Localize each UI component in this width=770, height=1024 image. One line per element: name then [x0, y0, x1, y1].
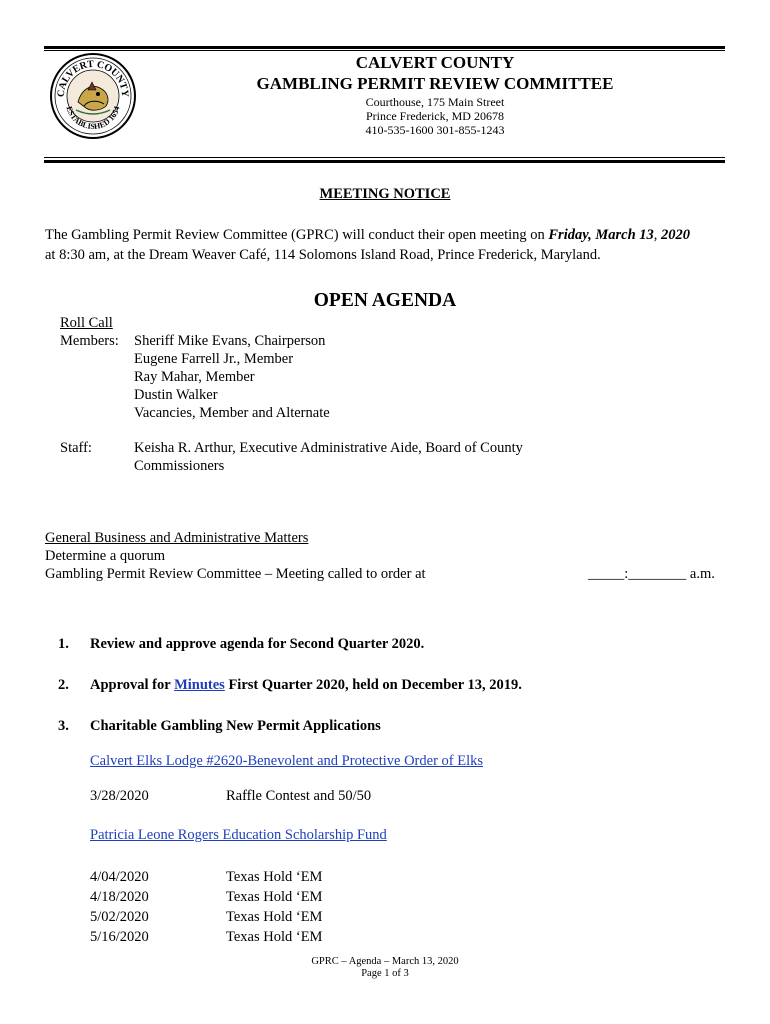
item-2-text: [90, 677, 522, 694]
member-3: Ray Mahar, Member: [134, 369, 255, 385]
notice-text-pre: The Gambling Permit Review Committee (GPRC) will conduct their open meeting on: [45, 227, 549, 243]
item-1-number: 1.: [58, 636, 69, 652]
staff-line-1: Keisha R. Arthur, Executive Administrative Aide, Board of County: [134, 440, 523, 456]
header-phone-numbers: 410-535-1600 301-855-1243: [365, 123, 505, 137]
header-bottom-rule-thin: [44, 157, 725, 158]
general-business-heading: General Business and Administrative Matters: [45, 530, 309, 546]
header-top-rule: [44, 46, 725, 49]
notice-year: 2020: [661, 227, 691, 243]
org-link-scholarship-fund[interactable]: Patricia Leone Rogers Education Scholarship Fund: [90, 827, 387, 843]
meeting-notice-line1: [45, 225, 690, 246]
event-type: Raffle Contest and 50/50: [226, 788, 372, 804]
org-link-elks-lodge[interactable]: Calvert Elks Lodge #2620-Benevolent and Protective Order of Elks: [90, 753, 484, 769]
staff-line-2: Commissioners: [134, 458, 225, 474]
event-date: 3/28/2020: [90, 788, 149, 804]
svg-text:ESTABLISHED 1654: ESTABLISHED 1654: [64, 105, 122, 132]
item-2-number: 2.: [58, 677, 69, 693]
member-5: Vacancies, Member and Alternate: [134, 405, 330, 421]
member-1: Sheriff Mike Evans, Chairperson: [134, 333, 326, 349]
roll-call-heading: Roll Call: [60, 315, 113, 331]
header-bottom-rule: [44, 160, 725, 163]
item-3-text: Charitable Gambling New Permit Applications: [90, 718, 381, 734]
header-county: CALVERT COUNTY: [355, 53, 515, 72]
svg-text:CALVERT COUNTY: CALVERT COUNTY: [55, 58, 131, 98]
item-1-text: Review and approve agenda for Second Quarter 2020.: [90, 636, 425, 652]
event-type: Texas Hold ‘EM: [226, 929, 323, 945]
header-address-line1: Courthouse, 175 Main Street: [365, 95, 505, 109]
determine-quorum: Determine a quorum: [45, 548, 165, 564]
notice-date: Friday, March 13: [548, 227, 654, 243]
call-to-order-time-blank: _____:________ a.m.: [588, 566, 715, 582]
event-type: Texas Hold ‘EM: [226, 889, 323, 905]
open-agenda-title: OPEN AGENDA: [313, 290, 457, 311]
header-address-line2: Prince Frederick, MD 20678: [366, 109, 504, 123]
member-2: Eugene Farrell Jr., Member: [134, 351, 294, 367]
event-date: 4/18/2020: [90, 889, 149, 905]
item-3-number: 3.: [58, 718, 69, 734]
event-date: 5/02/2020: [90, 909, 149, 925]
members-label: Members:: [60, 333, 119, 349]
minutes-link[interactable]: Minutes: [174, 677, 225, 693]
header-top-rule-thin: [44, 50, 725, 51]
notice-comma: ,: [653, 227, 662, 243]
event-date: 5/16/2020: [90, 929, 149, 945]
footer-agenda-line: GPRC – Agenda – March 13, 2020: [311, 956, 459, 967]
event-date: 4/04/2020: [90, 869, 149, 885]
staff-label: Staff:: [60, 440, 92, 456]
county-seal-logo: [48, 50, 138, 142]
footer-page-number: Page 1 of 3: [361, 968, 409, 979]
meeting-called-to-order: Gambling Permit Review Committee – Meeting called to order at: [45, 566, 426, 582]
item-2-post: First Quarter 2020, held on December 13, 2019.: [224, 677, 522, 693]
header-committee: GAMBLING PERMIT REVIEW COMMITTEE: [256, 74, 614, 93]
meeting-notice-title: MEETING NOTICE: [319, 186, 451, 202]
meeting-notice-line2: at 8:30 am, at the Dream Weaver Café, 114 Solomons Island Road, Prince Frederick, Maryland.: [45, 247, 601, 263]
item-2-pre: Approval for: [90, 677, 175, 693]
event-type: Texas Hold ‘EM: [226, 869, 323, 885]
event-type: Texas Hold ‘EM: [226, 909, 323, 925]
member-4: Dustin Walker: [134, 387, 218, 403]
